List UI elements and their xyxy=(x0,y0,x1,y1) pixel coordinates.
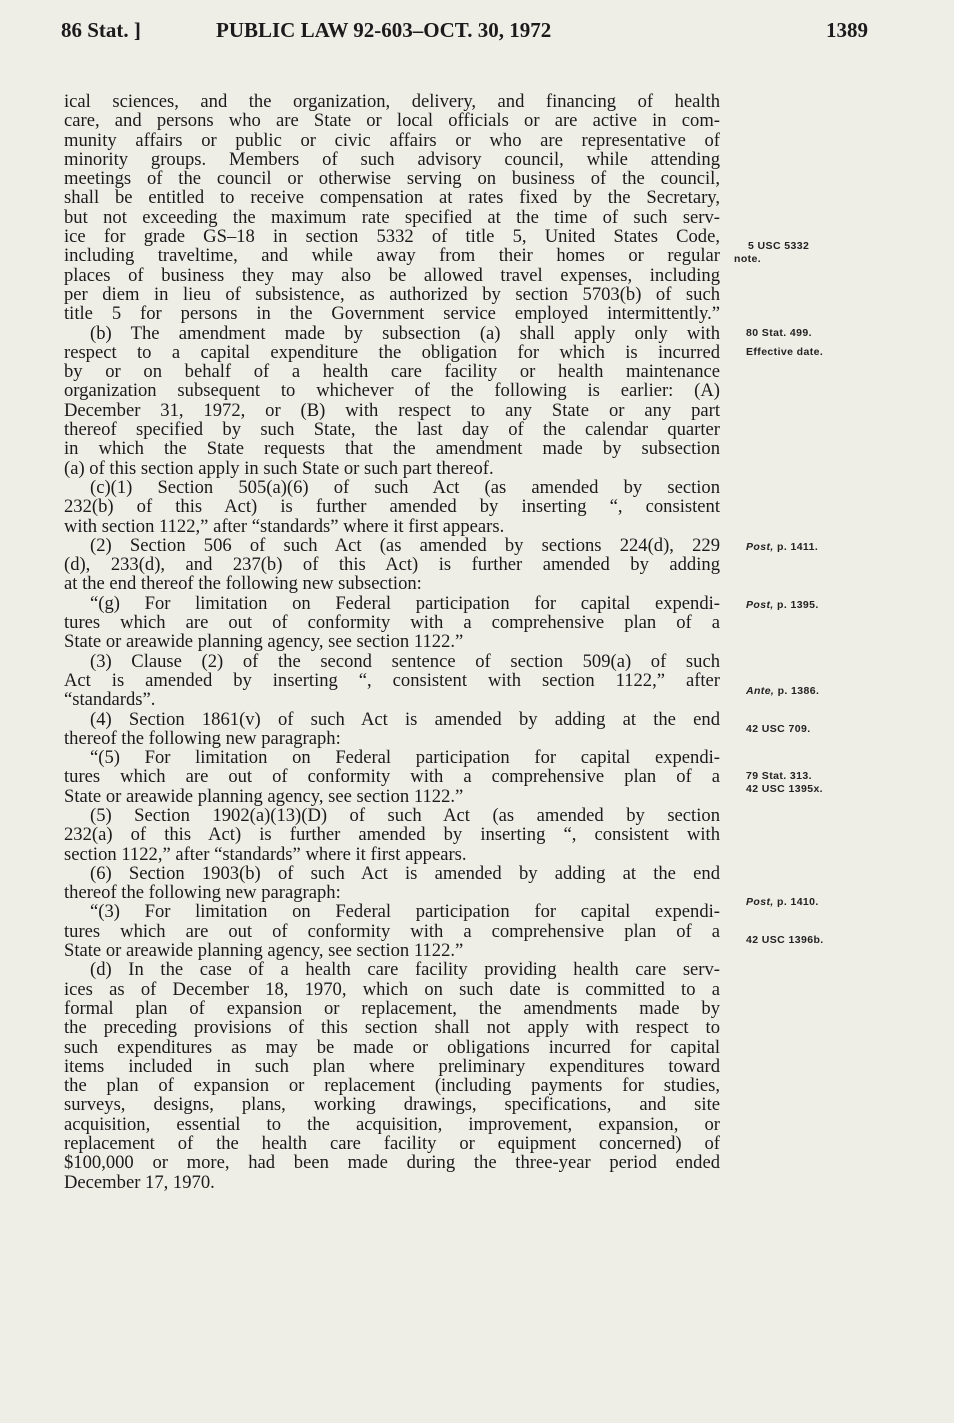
text-line: (6) Section 1903(b) of such Act is amended by adding at the end xyxy=(90,862,720,884)
text-line: tures which are out of conformity with a comprehensive plan of a xyxy=(64,766,720,788)
text-line: (a) of this section apply in such State or such part thereof. xyxy=(64,457,494,479)
text-line: with section 1122,” after “standards” where it first appears. xyxy=(64,515,505,537)
statute-volume: 86 Stat. ] xyxy=(61,18,141,42)
text-line: the preceding provisions of this section shall not apply with respect to xyxy=(64,1017,720,1039)
text-line: (2) Section 506 of such Act (as amended by sections 224(d), 229 xyxy=(90,534,720,556)
text-line: “(5) For limitation on Federal participation for capital expendi- xyxy=(90,747,720,769)
text-line: meetings of the council or otherwise serving on business of the council, xyxy=(64,168,720,190)
text-line: “standards”. xyxy=(64,689,156,711)
text-line: title 5 for persons in the Government service employed intermittently.” xyxy=(64,303,720,325)
text-line: shall be entitled to receive compensation at rates fixed by the Secretary, xyxy=(64,187,720,209)
margin-note-post-1395: Post, p. 1395. xyxy=(746,599,819,611)
text-line: including traveltime, and while away from their homes or regular xyxy=(64,245,720,267)
margin-note-stat-499: 80 Stat. 499. xyxy=(746,327,812,339)
text-line: replacement of the health care facility or equipment concerned) of xyxy=(64,1133,720,1155)
text-line: ices as of December 18, 1970, which on such date is committed to a xyxy=(64,978,720,1000)
text-line: thereof the following new paragraph: xyxy=(64,727,341,749)
text-line: tures which are out of conformity with a comprehensive plan of a xyxy=(64,920,720,942)
text-line: (d) In the case of a health care facility providing health care serv- xyxy=(90,959,720,981)
text-line: surveys, designs, plans, working drawings, specifications, and site xyxy=(64,1094,720,1116)
text-line: 232(a) of this Act) is further amended by inserting “, consistent with xyxy=(64,824,720,846)
text-line: places of business they may also be allowed travel expenses, including xyxy=(64,264,720,286)
text-line: tures which are out of conformity with a comprehensive plan of a xyxy=(64,612,720,634)
text-line: such expenditures as may be made or obligations incurred for capital xyxy=(64,1036,720,1058)
text-line: (3) Clause (2) of the second sentence of section 509(a) of such xyxy=(90,650,720,672)
text-line: acquisition, essential to the acquisition, improvement, expansion, or xyxy=(64,1113,720,1135)
text-line: organization subsequent to whichever of the following is earlier: (A) xyxy=(64,380,720,402)
text-line: “(3) For limitation on Federal participation for capital expendi- xyxy=(90,901,720,923)
text-line: State or areawide planning agency, see section 1122.” xyxy=(64,785,464,807)
text-line: minority groups. Members of such advisory council, while attending xyxy=(64,148,720,170)
law-title: PUBLIC LAW 92-603–OCT. 30, 1972 xyxy=(216,18,552,42)
margin-note-post-1410: Post, p. 1410. xyxy=(746,896,819,908)
margin-note-usc-709: 42 USC 709. xyxy=(746,723,811,735)
text-line: respect to a capital expenditure the obligation for which is incurred xyxy=(64,341,720,363)
text-line: by or on behalf of a health care facility or health maintenance xyxy=(64,361,720,383)
text-line: Act is amended by inserting “, consistent with section 1122,” after xyxy=(64,669,720,691)
text-line: State or areawide planning agency, see section 1122.” xyxy=(64,631,464,653)
text-line: munity affairs or public or civic affairs or who are representative of xyxy=(64,129,720,151)
text-line: section 1122,” after “standards” where it first appears. xyxy=(64,843,467,865)
text-line: 232(b) of this Act) is further amended by inserting “, consistent xyxy=(64,496,720,518)
text-line: December 31, 1972, or (B) with respect to any State or any part xyxy=(64,399,720,421)
text-line: but not exceeding the maximum rate specified at the time of such serv- xyxy=(64,206,720,228)
margin-note-usc-1396b: 42 USC 1396b. xyxy=(746,934,824,946)
text-line: formal plan of expansion or replacement, the amendments made by xyxy=(64,997,720,1019)
text-line: in which the State requests that the amendment made by subsection xyxy=(64,438,720,460)
text-line: $100,000 or more, had been made during the three-year period ended xyxy=(64,1152,720,1174)
text-line: ical sciences, and the organization, delivery, and financing of health xyxy=(64,91,720,112)
text-line: (5) Section 1902(a)(13)(D) of such Act (as amended by section xyxy=(90,804,720,826)
statute-text xyxy=(64,92,720,1192)
margin-note-ante-1386: Ante, p. 1386. xyxy=(746,685,820,697)
text-line: the plan of expansion or replacement (including payments for studies, xyxy=(64,1075,720,1097)
text-line: thereof specified by such State, the last day of the calendar quarter xyxy=(64,419,720,441)
text-line: items included in such plan where preliminary expenditures toward xyxy=(64,1055,720,1077)
text-line: (d), 233(d), and 237(b) of this Act) is further amended by adding xyxy=(64,554,720,576)
text-line: State or areawide planning agency, see section 1122.” xyxy=(64,940,464,962)
text-line: at the end thereof the following new subsection: xyxy=(64,573,422,595)
margin-note-stat-313: 79 Stat. 313. 42 USC 1395x. xyxy=(746,770,823,795)
running-header xyxy=(0,18,954,58)
text-line: ice for grade GS–18 in section 5332 of title 5, United States Code, xyxy=(64,226,720,248)
text-line: (b) The amendment made by subsection (a) shall apply only with xyxy=(90,322,720,344)
text-line: (c)(1) Section 505(a)(6) of such Act (as amended by section xyxy=(90,476,720,498)
margin-note-effective-date: Effective date. xyxy=(746,346,824,358)
text-line: (4) Section 1861(v) of such Act is amended by adding at the end xyxy=(90,708,720,730)
page-number: 1389 xyxy=(826,18,868,42)
text-line: December 17, 1970. xyxy=(64,1171,215,1193)
text-line: care, and persons who are State or local officials or are active in com- xyxy=(64,110,720,132)
text-line: thereof the following new paragraph: xyxy=(64,882,341,904)
text-line: per diem in lieu of subsistence, as authorized by section 5703(b) of such xyxy=(64,283,720,305)
margin-note-usc-5332: 5 USC 5332 note. xyxy=(734,240,810,265)
margin-note-post-1411: Post, p. 1411. xyxy=(746,541,819,553)
text-line: “(g) For limitation on Federal participation for capital expendi- xyxy=(90,592,720,614)
